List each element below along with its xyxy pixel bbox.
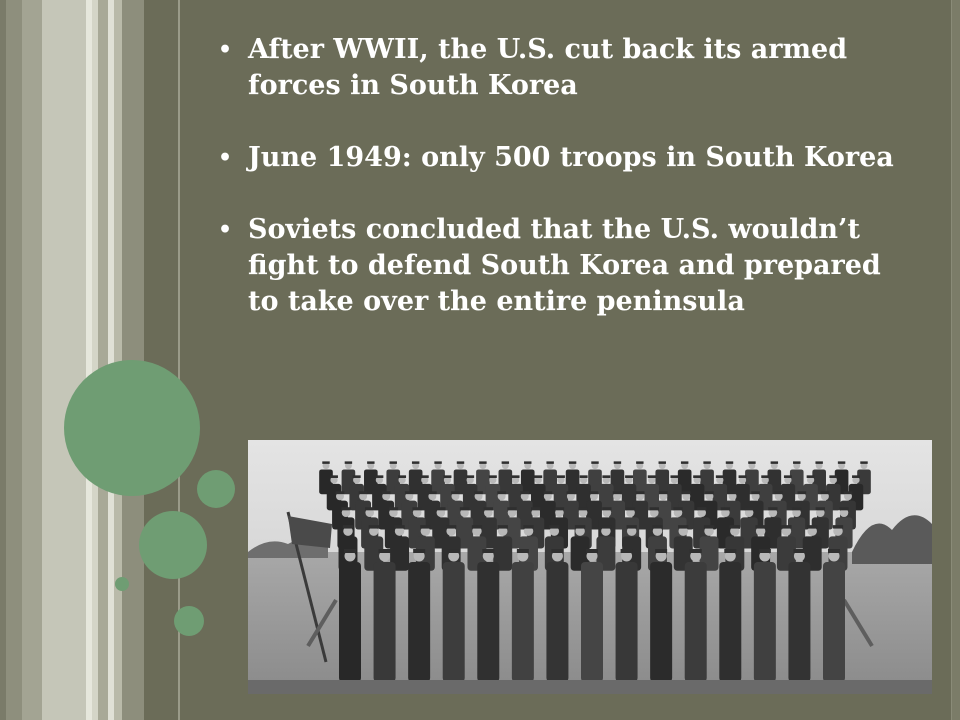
soldier-figure xyxy=(754,549,776,682)
soldier-figure xyxy=(719,549,741,682)
bullet-icon: • xyxy=(218,145,233,171)
bullet-item xyxy=(218,212,918,320)
soldier-figure xyxy=(339,549,361,682)
decor-stripe xyxy=(22,0,42,720)
decor-circle-tiny xyxy=(115,577,129,591)
soldier-figure xyxy=(788,549,810,682)
bullet-icon: • xyxy=(218,37,233,63)
decor-circle-large xyxy=(64,360,200,496)
bullet-text: After WWII, the U.S. cut back its armed forces in South Korea xyxy=(248,34,848,101)
soldiers-group-photo xyxy=(248,440,932,694)
soldier-figure xyxy=(477,549,499,682)
soldier-figure xyxy=(581,549,603,682)
soldier-figure xyxy=(823,549,845,682)
bullet-text: June 1949: only 500 troops in South Korea xyxy=(248,142,894,173)
bullet-text: Soviets concluded that the U.S. wouldn’t fight to defend South Korea and prepared to take over the entire peninsula xyxy=(248,214,881,317)
bullet-item xyxy=(218,140,918,176)
bullet-icon: • xyxy=(218,217,233,243)
decor-circle-medium xyxy=(139,511,207,579)
bullet-item xyxy=(218,32,918,104)
bullet-list xyxy=(218,32,918,356)
decor-right-edge xyxy=(951,0,960,720)
soldier-figure xyxy=(443,549,465,682)
decor-stripe xyxy=(98,0,108,720)
soldier-figure xyxy=(650,549,672,682)
decor-stripe xyxy=(42,0,86,720)
soldier-figure xyxy=(512,549,534,682)
decor-circle-small xyxy=(197,470,235,508)
soldier-figure xyxy=(546,549,568,682)
soldier-figure xyxy=(685,549,707,682)
soldier-figure xyxy=(408,549,430,682)
decor-circle-small xyxy=(174,606,204,636)
decor-stripe xyxy=(6,0,22,720)
soldier-figure xyxy=(374,549,396,682)
soldier-figure xyxy=(616,549,638,682)
photo-illustration xyxy=(248,440,932,694)
